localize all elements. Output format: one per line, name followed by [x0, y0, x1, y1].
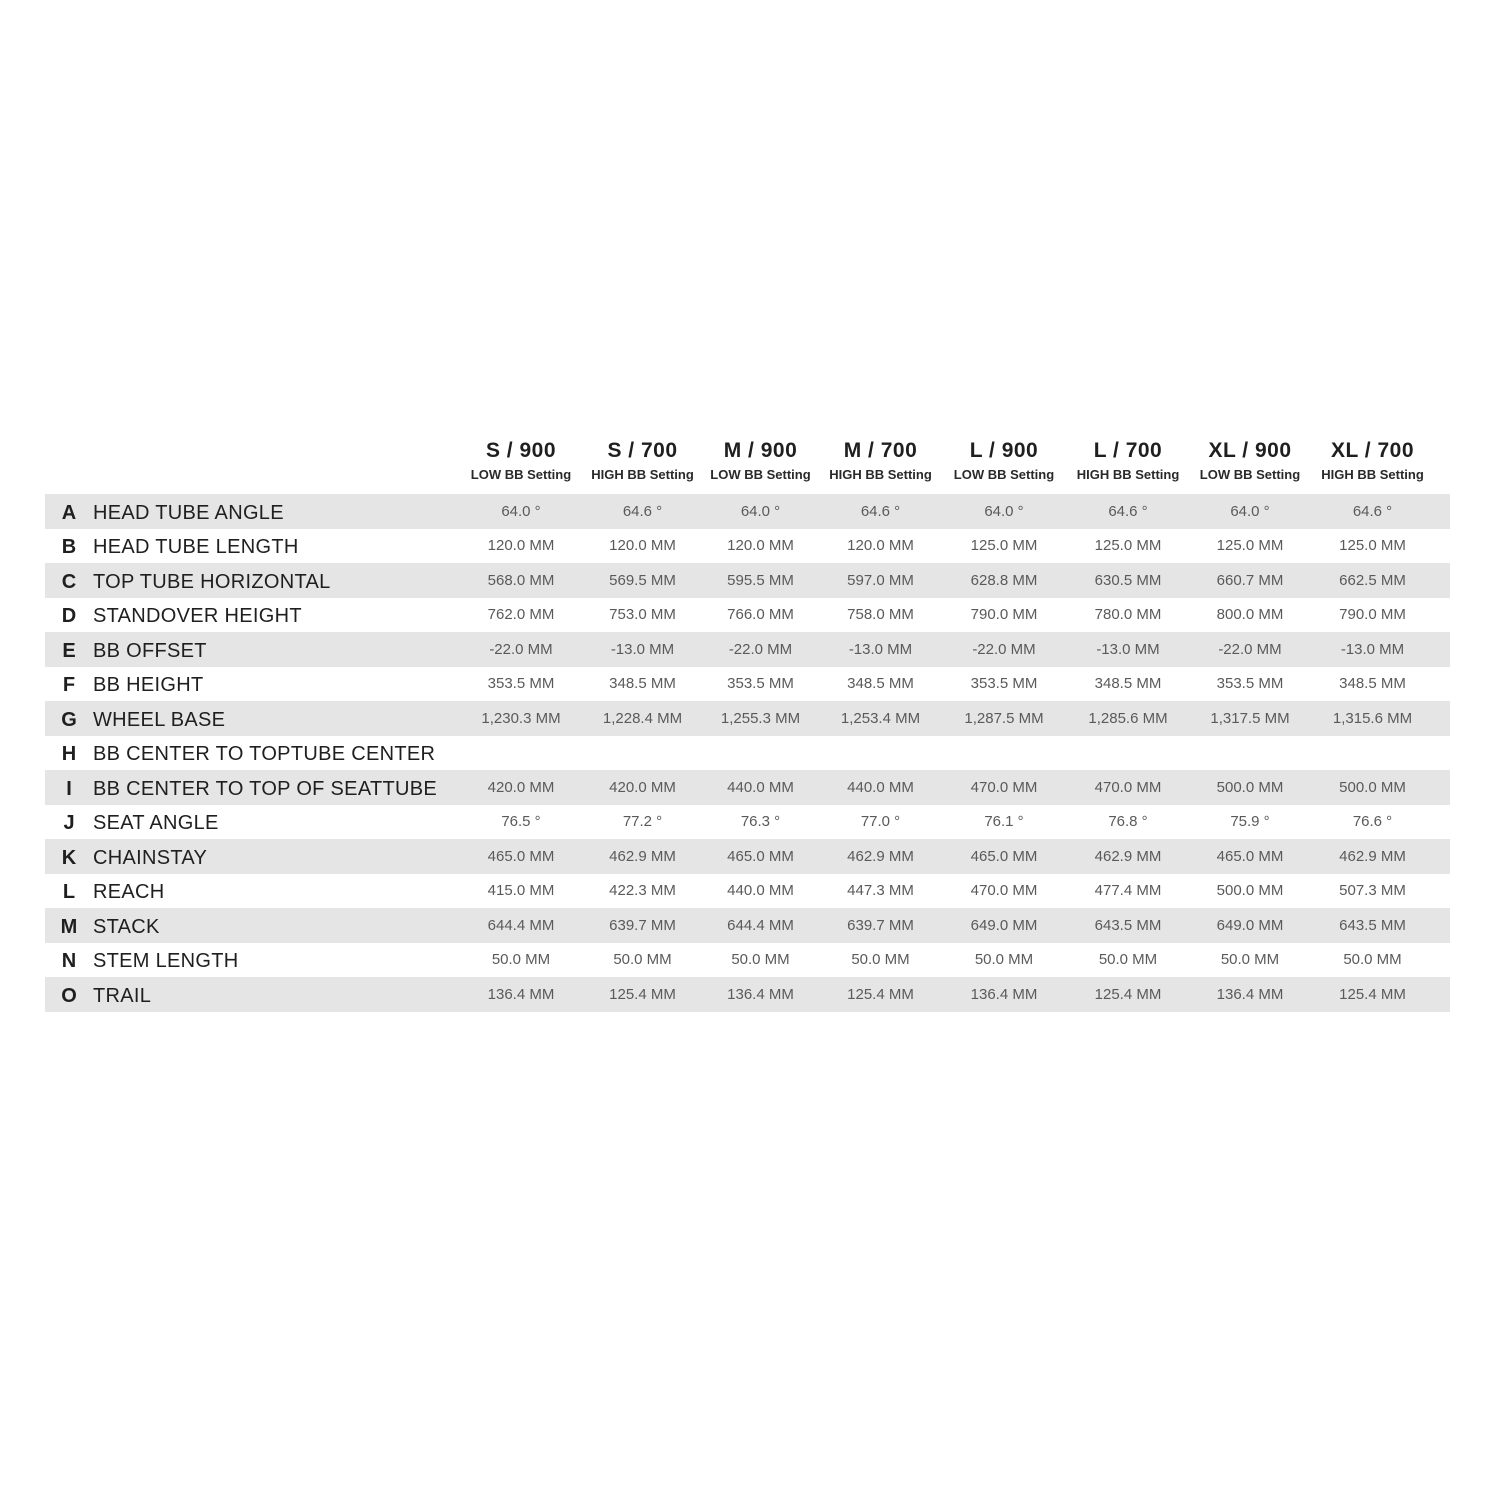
row-label: HEAD TUBE ANGLE [93, 501, 284, 524]
value-cell: 64.0 ° [501, 502, 541, 520]
value-cell: 64.6 ° [1352, 502, 1393, 520]
row-letter: E [62, 639, 76, 662]
value-cell: 348.5 MM [847, 675, 914, 693]
value-cell: 50.0 MM [1220, 951, 1280, 969]
bb-setting-label: HIGH BB Setting [829, 467, 932, 482]
value-cell: 630.5 MM [1094, 571, 1162, 589]
value-cell: 762.0 MM [487, 606, 555, 624]
row-letter: M [60, 915, 78, 938]
value-cell: 50.0 MM [1098, 951, 1158, 969]
table-row [45, 529, 1450, 564]
value-cell: 462.9 MM [609, 847, 676, 865]
value-cell: 440.0 MM [847, 778, 914, 796]
row-label: HEAD TUBE LENGTH [93, 536, 299, 559]
value-cell: 1,285.6 MM [1088, 709, 1168, 727]
value-cell: 75.9 ° [1230, 813, 1270, 831]
header-spacer [45, 436, 460, 494]
row-letter: H [61, 743, 77, 766]
row-label: TOP TUBE HORIZONTAL [93, 570, 331, 593]
size-label: S / 900 [485, 439, 557, 462]
value-cell: 569.5 MM [609, 571, 676, 589]
bb-setting-label: HIGH BB Setting [1076, 467, 1180, 482]
value-cell: 462.9 MM [1339, 847, 1406, 865]
value-cell: 125.4 MM [1094, 985, 1162, 1003]
value-cell: 470.0 MM [970, 882, 1038, 900]
value-cell: -22.0 MM [972, 640, 1036, 658]
bb-setting-label: LOW BB Setting [1199, 467, 1301, 482]
size-label: M / 700 [843, 439, 918, 462]
value-cell: 353.5 MM [487, 675, 555, 693]
table-row [45, 770, 1450, 805]
value-cell: 500.0 MM [1339, 778, 1406, 796]
value-cell: 64.0 ° [740, 502, 781, 520]
value-cell: 462.9 MM [847, 847, 914, 865]
value-cell: 660.7 MM [1216, 571, 1284, 589]
value-cell: 422.3 MM [609, 882, 676, 900]
row-letter: G [61, 708, 77, 731]
value-cell: 76.8 ° [1108, 813, 1148, 831]
value-cell: 662.5 MM [1339, 571, 1406, 589]
value-cell: 125.0 MM [1339, 537, 1406, 555]
value-cell: -13.0 MM [1096, 640, 1160, 658]
row-letter: L [62, 881, 76, 904]
value-cell: 790.0 MM [1339, 606, 1406, 624]
row-letter: O [61, 984, 77, 1007]
header-cell [1065, 436, 1191, 494]
header-cell [1309, 436, 1436, 494]
value-cell: 50.0 MM [491, 951, 551, 969]
value-cell: 639.7 MM [609, 916, 676, 934]
bb-setting-label: HIGH BB Setting [591, 467, 694, 482]
row-label: TRAIL [93, 984, 152, 1007]
size-label: XL / 700 [1331, 439, 1414, 462]
value-cell: 77.2 ° [622, 813, 663, 831]
value-cell: 800.0 MM [1216, 606, 1284, 624]
value-cell: 1,230.3 MM [481, 709, 561, 727]
value-cell: 125.4 MM [1339, 985, 1406, 1003]
table-row [45, 632, 1450, 667]
value-cell: 644.4 MM [727, 916, 794, 934]
table-row [45, 805, 1450, 840]
header-cell [460, 436, 582, 494]
value-cell: 507.3 MM [1339, 882, 1406, 900]
row-label: SEAT ANGLE [93, 812, 219, 835]
value-cell: -22.0 MM [1218, 640, 1282, 658]
header-cell [818, 436, 943, 494]
table-row [45, 874, 1450, 909]
value-cell: 76.5 ° [501, 813, 541, 831]
row-label: CHAINSTAY [93, 846, 208, 869]
value-cell: 766.0 MM [727, 606, 794, 624]
value-cell: 348.5 MM [1094, 675, 1162, 693]
value-cell: 465.0 MM [487, 847, 555, 865]
row-label: STACK [93, 915, 160, 938]
bb-setting-label: LOW BB Setting [953, 467, 1055, 482]
value-cell: 348.5 MM [609, 675, 676, 693]
size-label: XL / 900 [1208, 439, 1292, 462]
value-cell: 136.4 MM [487, 985, 555, 1003]
value-cell: 470.0 MM [1094, 778, 1162, 796]
value-cell: 125.4 MM [609, 985, 676, 1003]
table-row [45, 598, 1450, 633]
value-cell: 125.0 MM [970, 537, 1038, 555]
value-cell: 643.5 MM [1339, 916, 1406, 934]
row-letter: A [61, 501, 77, 524]
value-cell: 649.0 MM [970, 916, 1038, 934]
value-cell: 465.0 MM [1216, 847, 1284, 865]
value-cell: 353.5 MM [970, 675, 1038, 693]
row-letter: D [61, 605, 77, 628]
value-cell: -22.0 MM [489, 640, 553, 658]
value-cell: 64.6 ° [860, 502, 901, 520]
header-cell [943, 436, 1065, 494]
value-cell: 50.0 MM [731, 951, 790, 969]
value-cell: 753.0 MM [609, 606, 676, 624]
row-label: BB OFFSET [93, 639, 207, 662]
value-cell: 50.0 MM [613, 951, 672, 969]
value-cell: 50.0 MM [974, 951, 1034, 969]
value-cell: 440.0 MM [727, 778, 794, 796]
value-cell: 136.4 MM [727, 985, 794, 1003]
value-cell: 790.0 MM [970, 606, 1038, 624]
row-letter: J [63, 812, 75, 835]
table-header [45, 436, 1450, 494]
value-cell: 500.0 MM [1216, 778, 1284, 796]
value-cell: 125.0 MM [1216, 537, 1284, 555]
value-cell: 595.5 MM [727, 571, 794, 589]
size-label: L / 900 [969, 439, 1039, 462]
value-cell: 1,287.5 MM [964, 709, 1044, 727]
bb-setting-label: HIGH BB Setting [1321, 467, 1424, 482]
value-cell: 758.0 MM [847, 606, 914, 624]
value-cell: 353.5 MM [727, 675, 794, 693]
row-letter: N [61, 950, 77, 973]
table-row [45, 977, 1450, 1012]
row-label: BB HEIGHT [93, 674, 204, 697]
value-cell: 120.0 MM [847, 537, 914, 555]
row-letter: K [61, 846, 77, 869]
value-cell: 64.6 ° [622, 502, 663, 520]
value-cell: 77.0 ° [860, 813, 901, 831]
value-cell: 50.0 MM [851, 951, 910, 969]
value-cell: 415.0 MM [487, 882, 555, 900]
row-label: BB CENTER TO TOP OF SEATTUBE [93, 777, 438, 800]
value-cell: -22.0 MM [728, 640, 793, 658]
value-cell: 64.0 ° [1230, 502, 1270, 520]
value-cell: 1,315.6 MM [1332, 709, 1413, 727]
value-cell: 76.3 ° [740, 813, 781, 831]
value-cell: 477.4 MM [1094, 882, 1162, 900]
row-label: WHEEL BASE [93, 708, 226, 731]
value-cell: 644.4 MM [487, 916, 555, 934]
value-cell: 628.8 MM [970, 571, 1038, 589]
geometry-table [45, 436, 1450, 1012]
value-cell: -13.0 MM [848, 640, 913, 658]
value-cell: 353.5 MM [1216, 675, 1284, 693]
value-cell: 649.0 MM [1216, 916, 1284, 934]
value-cell: 136.4 MM [1216, 985, 1284, 1003]
row-letter: I [66, 777, 72, 800]
value-cell: 76.6 ° [1352, 813, 1393, 831]
size-label: M / 900 [723, 439, 798, 462]
value-cell: 1,228.4 MM [602, 709, 683, 727]
value-cell: 597.0 MM [847, 571, 914, 589]
value-cell: 125.0 MM [1094, 537, 1162, 555]
table-row [45, 908, 1450, 943]
value-cell: 465.0 MM [727, 847, 794, 865]
value-cell: 500.0 MM [1216, 882, 1284, 900]
value-cell: 50.0 MM [1343, 951, 1402, 969]
value-cell: 64.0 ° [984, 502, 1024, 520]
row-label: BB CENTER TO TOPTUBE CENTER [93, 743, 436, 766]
header-cell [1191, 436, 1309, 494]
value-cell: 1,253.4 MM [840, 709, 921, 727]
value-cell: 1,255.3 MM [720, 709, 801, 727]
table-row [45, 839, 1450, 874]
header-cell [582, 436, 703, 494]
size-label: S / 700 [607, 439, 678, 462]
value-cell: 120.0 MM [487, 537, 555, 555]
table-row [45, 667, 1450, 702]
value-cell: 1,317.5 MM [1210, 709, 1290, 727]
value-cell: -13.0 MM [610, 640, 675, 658]
value-cell: 420.0 MM [609, 778, 676, 796]
table-row [45, 943, 1450, 978]
value-cell: 440.0 MM [727, 882, 794, 900]
value-cell: 76.1 ° [984, 813, 1024, 831]
value-cell: 470.0 MM [970, 778, 1038, 796]
size-label: L / 700 [1093, 439, 1163, 462]
row-label: STEM LENGTH [93, 950, 239, 973]
value-cell: 125.4 MM [847, 985, 914, 1003]
value-cell: 420.0 MM [487, 778, 555, 796]
value-cell: 120.0 MM [609, 537, 676, 555]
value-cell: 780.0 MM [1094, 606, 1162, 624]
header-cell [703, 436, 818, 494]
value-cell: 348.5 MM [1339, 675, 1406, 693]
row-label: STANDOVER HEIGHT [93, 605, 302, 628]
table-row [45, 494, 1450, 529]
row-letter: C [61, 570, 77, 593]
value-cell: 64.6 ° [1108, 502, 1148, 520]
row-label: REACH [93, 881, 165, 904]
table-body [45, 494, 1450, 1012]
value-cell: 465.0 MM [970, 847, 1038, 865]
value-cell: 643.5 MM [1094, 916, 1162, 934]
table-row [45, 563, 1450, 598]
value-cell: 120.0 MM [727, 537, 794, 555]
bb-setting-label: LOW BB Setting [470, 467, 572, 482]
bb-setting-label: LOW BB Setting [710, 467, 811, 482]
value-cell: 136.4 MM [970, 985, 1038, 1003]
value-cell: 447.3 MM [847, 882, 914, 900]
row-letter: B [61, 536, 77, 559]
row-letter: F [62, 674, 76, 697]
table-row [45, 701, 1450, 736]
table-row [45, 736, 1450, 771]
value-cell: 462.9 MM [1094, 847, 1162, 865]
value-cell: -13.0 MM [1340, 640, 1405, 658]
value-cell: 568.0 MM [487, 571, 555, 589]
value-cell: 639.7 MM [847, 916, 914, 934]
